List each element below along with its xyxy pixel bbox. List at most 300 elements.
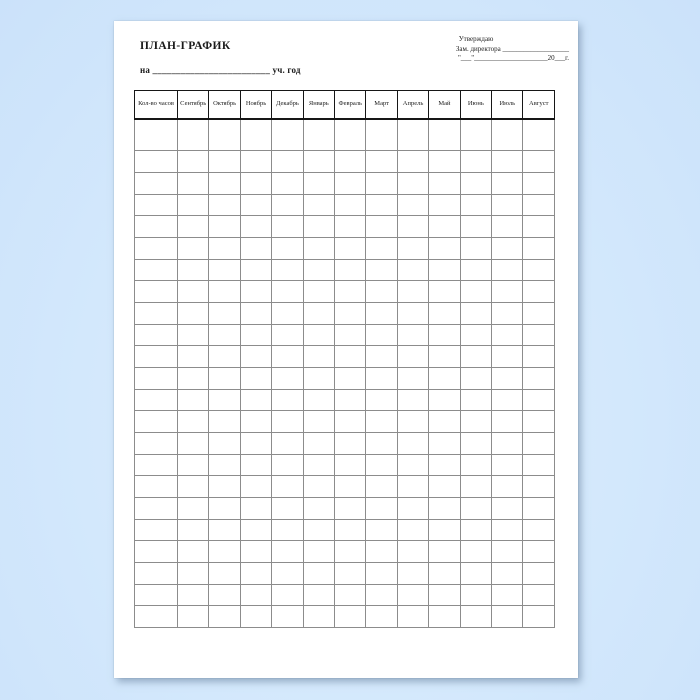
- grid-cell: [429, 411, 460, 433]
- column-header-2: Октябрь: [209, 91, 240, 119]
- grid-cell: [429, 368, 460, 390]
- grid-cell: [429, 238, 460, 260]
- grid-cell: [240, 216, 271, 238]
- grid-cell: [135, 281, 178, 303]
- grid-cell: [492, 519, 523, 541]
- grid-cell: [366, 346, 397, 368]
- grid-cell: [272, 216, 303, 238]
- grid-cell: [303, 346, 334, 368]
- grid-cell: [460, 389, 491, 411]
- column-header-1: Сентябрь: [178, 91, 209, 119]
- grid-cell: [335, 151, 366, 173]
- grid-cell: [492, 346, 523, 368]
- grid-cell: [460, 151, 491, 173]
- grid-cell: [135, 476, 178, 498]
- column-header-10: Июнь: [460, 91, 491, 119]
- table-row: [135, 324, 555, 346]
- grid-cell: [240, 324, 271, 346]
- approval-position-label: Зам. директора: [455, 44, 501, 53]
- table-row: [135, 433, 555, 455]
- grid-cell: [178, 411, 209, 433]
- grid-cell: [523, 389, 555, 411]
- grid-cell: [240, 259, 271, 281]
- grid-cell: [492, 606, 523, 628]
- grid-cell: [178, 454, 209, 476]
- approval-approve-line: Утверждаю: [458, 35, 494, 43]
- grid-cell: [178, 368, 209, 390]
- grid-cell: [523, 173, 555, 195]
- grid-cell: [240, 173, 271, 195]
- grid-cell: [492, 151, 523, 173]
- table-row: [135, 411, 555, 433]
- grid-cell: [492, 119, 523, 151]
- grid-cell: [240, 346, 271, 368]
- grid-cell: [240, 584, 271, 606]
- grid-cell: [178, 606, 209, 628]
- grid-cell: [492, 259, 523, 281]
- plan-table: [134, 90, 555, 628]
- grid-cell: [240, 238, 271, 260]
- table-row: [135, 606, 555, 628]
- grid-cell: [209, 606, 240, 628]
- grid-cell: [335, 259, 366, 281]
- grid-cell: [523, 562, 555, 584]
- table-row: [135, 389, 555, 411]
- grid-cell: [209, 259, 240, 281]
- column-header-6: Февраль: [335, 91, 366, 119]
- grid-cell: [523, 454, 555, 476]
- grid-cell: [492, 562, 523, 584]
- table-row: [135, 497, 555, 519]
- grid-cell: [397, 562, 428, 584]
- grid-cell: [209, 562, 240, 584]
- column-header-8: Апрель: [397, 91, 428, 119]
- table-row: [135, 519, 555, 541]
- grid-cell: [335, 584, 366, 606]
- grid-cell: [366, 281, 397, 303]
- grid-cell: [178, 389, 209, 411]
- grid-cell: [397, 194, 428, 216]
- grid-cell: [178, 194, 209, 216]
- grid-cell: [272, 119, 303, 151]
- grid-cell: [335, 194, 366, 216]
- grid-cell: [272, 476, 303, 498]
- grid-cell: [240, 541, 271, 563]
- grid-cell: [135, 584, 178, 606]
- grid-cell: [303, 433, 334, 455]
- grid-cell: [366, 541, 397, 563]
- grid-cell: [209, 238, 240, 260]
- grid-cell: [460, 584, 491, 606]
- page-title: ПЛАН-ГРАФИК: [140, 40, 231, 52]
- grid-cell: [303, 119, 334, 151]
- grid-cell: [397, 433, 428, 455]
- grid-cell: [366, 324, 397, 346]
- grid-cell: [397, 281, 428, 303]
- grid-cell: [492, 238, 523, 260]
- grid-cell: [135, 541, 178, 563]
- grid-cell: [272, 303, 303, 325]
- grid-cell: [335, 368, 366, 390]
- grid-cell: [492, 324, 523, 346]
- grid-cell: [397, 119, 428, 151]
- grid-cell: [303, 194, 334, 216]
- grid-cell: [135, 119, 178, 151]
- grid-cell: [209, 216, 240, 238]
- grid-cell: [397, 541, 428, 563]
- grid-cell: [335, 606, 366, 628]
- grid-cell: [178, 346, 209, 368]
- grid-cell: [272, 519, 303, 541]
- table-row: [135, 476, 555, 498]
- grid-cell: [303, 606, 334, 628]
- approval-position-blank: ___________________: [502, 44, 569, 53]
- table-row: [135, 194, 555, 216]
- grid-cell: [303, 389, 334, 411]
- table-row: [135, 303, 555, 325]
- grid-cell: [397, 216, 428, 238]
- grid-cell: [429, 584, 460, 606]
- grid-cell: [135, 216, 178, 238]
- grid-cell: [178, 433, 209, 455]
- grid-cell: [135, 173, 178, 195]
- grid-cell: [460, 324, 491, 346]
- grid-cell: [209, 433, 240, 455]
- grid-cell: [178, 216, 209, 238]
- grid-cell: [272, 238, 303, 260]
- grid-cell: [209, 119, 240, 151]
- grid-cell: [303, 584, 334, 606]
- grid-cell: [209, 368, 240, 390]
- grid-cell: [272, 259, 303, 281]
- grid-cell: [209, 324, 240, 346]
- grid-cell: [460, 541, 491, 563]
- grid-cell: [303, 303, 334, 325]
- grid-cell: [366, 238, 397, 260]
- grid-cell: [397, 238, 428, 260]
- grid-cell: [460, 238, 491, 260]
- table-body: [135, 119, 555, 628]
- grid-cell: [272, 368, 303, 390]
- grid-cell: [366, 454, 397, 476]
- grid-cell: [492, 368, 523, 390]
- grid-cell: [335, 497, 366, 519]
- grid-cell: [460, 216, 491, 238]
- grid-cell: [335, 324, 366, 346]
- grid-cell: [209, 151, 240, 173]
- approval-block: [419, 35, 569, 64]
- grid-cell: [492, 433, 523, 455]
- grid-cell: [429, 151, 460, 173]
- grid-cell: [272, 389, 303, 411]
- grid-cell: [135, 238, 178, 260]
- grid-cell: [209, 281, 240, 303]
- grid-cell: [429, 173, 460, 195]
- grid-cell: [523, 151, 555, 173]
- grid-cell: [523, 259, 555, 281]
- grid-cell: [178, 119, 209, 151]
- grid-cell: [429, 519, 460, 541]
- grid-cell: [460, 476, 491, 498]
- grid-cell: [397, 497, 428, 519]
- column-header-4: Декабрь: [272, 91, 303, 119]
- grid-cell: [209, 346, 240, 368]
- grid-cell: [178, 238, 209, 260]
- grid-cell: [460, 433, 491, 455]
- grid-cell: [240, 303, 271, 325]
- grid-cell: [178, 519, 209, 541]
- grid-cell: [209, 389, 240, 411]
- grid-cell: [366, 606, 397, 628]
- grid-cell: [397, 324, 428, 346]
- grid-cell: [335, 173, 366, 195]
- grid-cell: [272, 194, 303, 216]
- grid-cell: [366, 497, 397, 519]
- table-row: [135, 259, 555, 281]
- year-line-prefix: на: [140, 65, 151, 75]
- grid-cell: [492, 411, 523, 433]
- approval-position-line: [419, 45, 569, 55]
- grid-cell: [366, 119, 397, 151]
- grid-cell: [240, 476, 271, 498]
- grid-cell: [240, 281, 271, 303]
- academic-year-line: [140, 65, 301, 75]
- grid-cell: [460, 259, 491, 281]
- grid-cell: [178, 151, 209, 173]
- grid-cell: [135, 389, 178, 411]
- grid-cell: [335, 541, 366, 563]
- grid-cell: [240, 433, 271, 455]
- grid-cell: [303, 497, 334, 519]
- grid-cell: [523, 346, 555, 368]
- table-row: [135, 216, 555, 238]
- column-header-11: Июль: [492, 91, 523, 119]
- grid-cell: [366, 216, 397, 238]
- table-row: [135, 119, 555, 151]
- grid-cell: [135, 519, 178, 541]
- table-row: [135, 346, 555, 368]
- grid-cell: [135, 346, 178, 368]
- grid-cell: [135, 303, 178, 325]
- grid-cell: [492, 216, 523, 238]
- column-header-0: Кол-во часов: [135, 91, 178, 119]
- grid-cell: [240, 562, 271, 584]
- grid-cell: [460, 606, 491, 628]
- grid-cell: [272, 324, 303, 346]
- grid-cell: [492, 497, 523, 519]
- grid-cell: [366, 389, 397, 411]
- grid-cell: [397, 476, 428, 498]
- grid-cell: [523, 476, 555, 498]
- grid-cell: [460, 519, 491, 541]
- grid-cell: [272, 281, 303, 303]
- grid-cell: [492, 303, 523, 325]
- column-header-3: Ноябрь: [240, 91, 271, 119]
- grid-cell: [240, 454, 271, 476]
- column-header-7: Март: [366, 91, 397, 119]
- grid-cell: [492, 541, 523, 563]
- grid-cell: [240, 606, 271, 628]
- grid-cell: [209, 497, 240, 519]
- grid-cell: [397, 606, 428, 628]
- grid-cell: [366, 411, 397, 433]
- column-header-12: Август: [523, 91, 555, 119]
- grid-cell: [272, 173, 303, 195]
- grid-cell: [303, 519, 334, 541]
- grid-cell: [492, 173, 523, 195]
- grid-cell: [397, 151, 428, 173]
- grid-cell: [429, 216, 460, 238]
- grid-cell: [209, 173, 240, 195]
- grid-cell: [429, 119, 460, 151]
- grid-cell: [303, 454, 334, 476]
- grid-cell: [303, 281, 334, 303]
- grid-cell: [366, 173, 397, 195]
- grid-cell: [209, 194, 240, 216]
- grid-cell: [272, 606, 303, 628]
- grid-cell: [178, 584, 209, 606]
- grid-cell: [178, 497, 209, 519]
- grid-cell: [272, 541, 303, 563]
- grid-cell: [335, 119, 366, 151]
- grid-cell: [429, 259, 460, 281]
- grid-cell: [366, 368, 397, 390]
- grid-cell: [209, 519, 240, 541]
- grid-cell: [178, 562, 209, 584]
- grid-cell: [240, 119, 271, 151]
- grid-cell: [366, 562, 397, 584]
- grid-cell: [429, 476, 460, 498]
- grid-cell: [335, 519, 366, 541]
- grid-cell: [135, 454, 178, 476]
- grid-cell: [460, 194, 491, 216]
- grid-cell: [523, 606, 555, 628]
- table-row: [135, 368, 555, 390]
- grid-cell: [429, 541, 460, 563]
- grid-cell: [397, 411, 428, 433]
- grid-cell: [178, 281, 209, 303]
- grid-cell: [523, 119, 555, 151]
- grid-cell: [366, 303, 397, 325]
- grid-cell: [460, 346, 491, 368]
- table-row: [135, 454, 555, 476]
- grid-cell: [460, 173, 491, 195]
- grid-cell: [303, 476, 334, 498]
- grid-cell: [178, 173, 209, 195]
- grid-cell: [366, 151, 397, 173]
- year-line-blank: _________________________: [152, 65, 271, 75]
- grid-cell: [303, 324, 334, 346]
- approval-date-line: "___"_____________________20___г.: [457, 54, 569, 62]
- grid-cell: [460, 411, 491, 433]
- grid-cell: [209, 411, 240, 433]
- grid-cell: [460, 119, 491, 151]
- grid-cell: [335, 411, 366, 433]
- grid-cell: [335, 281, 366, 303]
- grid-cell: [523, 368, 555, 390]
- grid-cell: [397, 519, 428, 541]
- grid-cell: [397, 303, 428, 325]
- grid-cell: [178, 303, 209, 325]
- grid-cell: [272, 151, 303, 173]
- table-row: [135, 173, 555, 195]
- grid-cell: [135, 411, 178, 433]
- table-row: [135, 562, 555, 584]
- grid-cell: [240, 519, 271, 541]
- grid-cell: [523, 303, 555, 325]
- grid-cell: [429, 389, 460, 411]
- grid-cell: [429, 346, 460, 368]
- grid-cell: [135, 606, 178, 628]
- grid-cell: [272, 584, 303, 606]
- grid-cell: [492, 454, 523, 476]
- grid-cell: [492, 194, 523, 216]
- table-row: [135, 151, 555, 173]
- grid-cell: [523, 541, 555, 563]
- grid-cell: [492, 476, 523, 498]
- grid-cell: [397, 368, 428, 390]
- grid-cell: [135, 194, 178, 216]
- column-header-9: Май: [429, 91, 460, 119]
- grid-cell: [460, 454, 491, 476]
- grid-cell: [429, 454, 460, 476]
- grid-cell: [523, 194, 555, 216]
- grid-cell: [240, 411, 271, 433]
- column-header-5: Январь: [303, 91, 334, 119]
- grid-cell: [429, 324, 460, 346]
- grid-cell: [240, 151, 271, 173]
- year-line-suffix: уч. год: [272, 65, 301, 75]
- grid-cell: [492, 584, 523, 606]
- grid-cell: [523, 324, 555, 346]
- grid-cell: [429, 562, 460, 584]
- grid-cell: [303, 562, 334, 584]
- grid-cell: [135, 562, 178, 584]
- grid-cell: [366, 519, 397, 541]
- grid-cell: [240, 497, 271, 519]
- grid-cell: [523, 497, 555, 519]
- grid-cell: [209, 541, 240, 563]
- table-row: [135, 584, 555, 606]
- grid-cell: [335, 433, 366, 455]
- grid-cell: [335, 216, 366, 238]
- grid-cell: [523, 411, 555, 433]
- grid-cell: [272, 411, 303, 433]
- grid-cell: [135, 151, 178, 173]
- grid-cell: [303, 259, 334, 281]
- grid-cell: [303, 151, 334, 173]
- grid-cell: [135, 368, 178, 390]
- grid-cell: [397, 173, 428, 195]
- grid-cell: [272, 346, 303, 368]
- grid-cell: [397, 346, 428, 368]
- grid-cell: [135, 497, 178, 519]
- grid-cell: [303, 238, 334, 260]
- grid-cell: [209, 476, 240, 498]
- grid-cell: [366, 194, 397, 216]
- grid-cell: [460, 562, 491, 584]
- grid-cell: [178, 476, 209, 498]
- grid-cell: [397, 389, 428, 411]
- grid-cell: [135, 324, 178, 346]
- grid-cell: [135, 259, 178, 281]
- grid-cell: [335, 389, 366, 411]
- grid-cell: [272, 497, 303, 519]
- grid-cell: [366, 584, 397, 606]
- grid-cell: [366, 433, 397, 455]
- grid-cell: [135, 433, 178, 455]
- grid-cell: [523, 519, 555, 541]
